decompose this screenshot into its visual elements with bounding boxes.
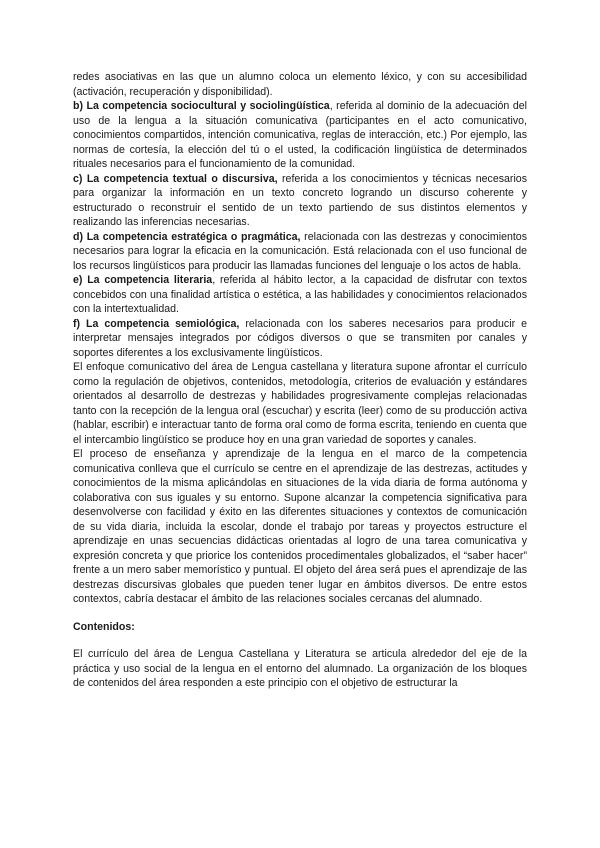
section-heading: Contenidos: (73, 620, 135, 633)
section-paragraph: El currículo del área de Lengua Castellana y Literatura se articula alrededor del eje de la práctica y uso social de la lengua en el entorno del alumnado. La organización de los bloques de contenidos del área responden a este principio con el objetivo de estructurar la (73, 648, 527, 689)
spacer (73, 607, 527, 620)
competence-sociocultural (73, 99, 527, 172)
competence-text: relacionada con las destrezas y conocimientos necesarios para lograr la eficacia en la comunicación. Está relacionada con el uso funcional de los recursos lingüísticos para producir las llamadas funciones del lenguaje o los actos de habla. (73, 230, 527, 272)
competence-textual (73, 172, 527, 230)
intro-continuation: redes asociativas en las que un alumno coloca un elemento léxico, y con su accesibilidad (activación, recuperación y disponibilidad). (73, 71, 527, 98)
competence-text: , referida al hábito lector, a la capacidad de disfrutar con textos concebidos con una finalidad artística o estética, a las habilidades y conocimientos relacionados con la intertextualidad. (73, 274, 527, 315)
competence-title: f) La competencia semiológica, (73, 317, 240, 330)
competence-text: relacionada con los saberes necesarios para producir e interpretar mensajes integrados por códigos diversos o que se transmiten por canales y soportes diferentes a los exclusivamente lingüísticos. (73, 317, 527, 359)
competence-text: referida a los conocimientos y técnicas necesarios para organizar la información en un texto concreto logrando un discurso coherente y estructurado o reconstruir el sentido de un texto partiendo de sus distintos elementos y realizando las inferencias necesarias. (73, 172, 527, 228)
document-page (73, 70, 527, 691)
competence-title: b) La competencia sociocultural y sociolingüística (73, 100, 330, 112)
competence-title: d) La competencia estratégica o pragmática, (73, 230, 301, 243)
competence-text: , referida al dominio de la adecuación del uso de la lengua a la situación comunicativa (participantes en el acto comunicativo, conocimientos compartidos, intención comunicativa, reglas de interacción, etc.) Por ejemplo, las normas de cortesía, la elección del tú o el usted, la codificación lingüística de determinados rituales necesarios para el funcionamiento de la comunidad. (73, 100, 527, 170)
competence-semiological (73, 317, 527, 361)
spacer (73, 634, 527, 647)
competence-literary (73, 273, 527, 317)
paragraph-communicative-approach: El enfoque comunicativo del área de Lengua castellana y literatura supone afrontar el currículo como la regulación de objetivos, contenidos, metodología, criterios de evaluación y estándares orientados al desarrollo de destrezas y habilidades progresivamente complejas relacionadas tanto con la recepción de la lengua oral (escuchar) y escrita (leer) como de su producción activa (hablar, escribir) e interactuar tanto de forma oral como de forma escrita, teniendo en cuenta que el intercambio lingüístico se produce hoy en una gran variedad de soportes y canales. (73, 361, 528, 446)
paragraph-learning-process: El proceso de enseñanza y aprendizaje de la lengua en el marco de la competencia comunicativa conlleva que el currículo se centre en el aprendizaje de las destrezas, actitudes y conocimientos de la misma aplicándolas en situaciones de la vida diaria de forma autónoma y colaborativa con sus iguales y su entorno. Supone alcanzar la competencia significativa para desenvolverse con facilidad y éxito en las diferentes situaciones y contextos de comunicación de su vida diaria, incluida la escolar, donde el trabajo por tareas y proyectos estructure el aprendizaje en unas secuencias didácticas orientadas al logro de una tarea comunicativa y expresión concreta y que priorice los contenidos procedimentales globalizados, el “saber hacer” frente a un mero saber memorístico y puntual. El objeto del área será pues el aprendizaje de las destrezas discursivas globales que pueden tener lugar en ámbitos diversos. De entre estos contextos, cabría destacar el ámbito de las relaciones sociales cercanas del alumnado. (73, 448, 527, 605)
competence-title: c) La competencia textual o discursiva, (73, 172, 278, 185)
competence-title: e) La competencia literaria (73, 274, 213, 286)
competence-strategic (73, 230, 527, 274)
